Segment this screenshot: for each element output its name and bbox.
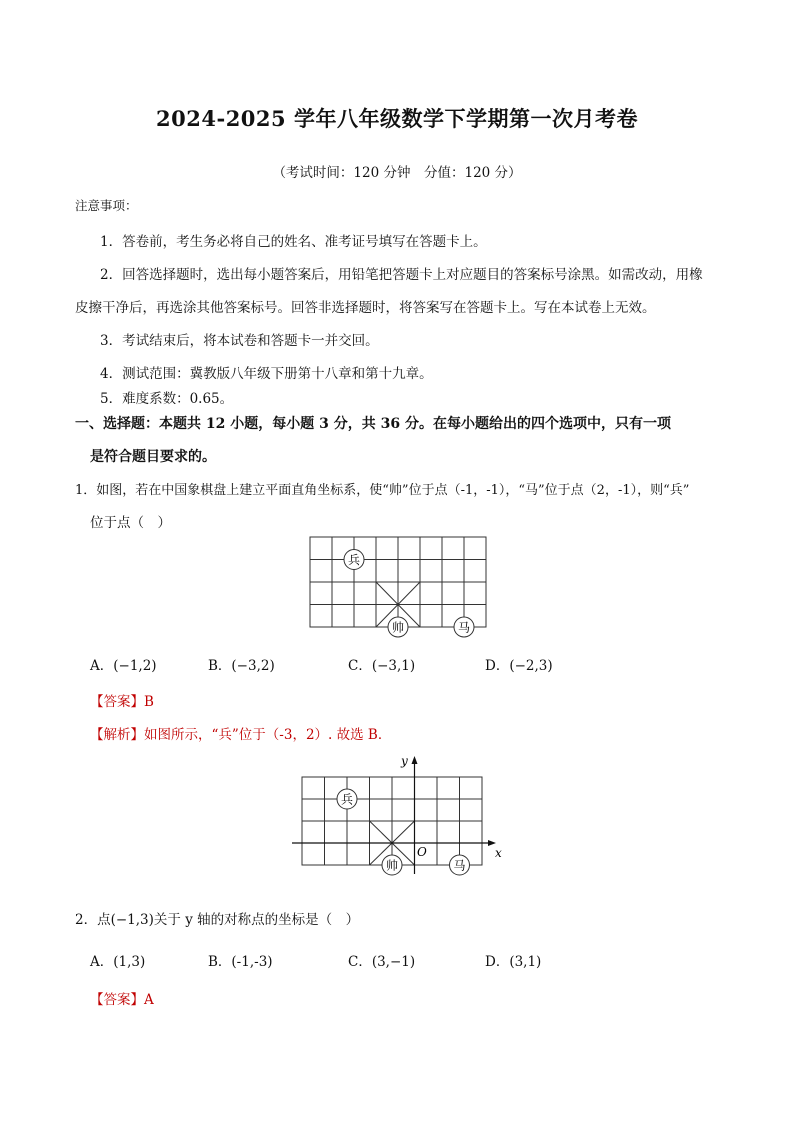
q2-option-d: D．(3,1) <box>485 954 542 970</box>
svg-text:马: 马 <box>457 620 471 635</box>
notice-item-1: 1．答卷前，考生务必将自己的姓名、准考证号填写在答题卡上。 <box>100 234 487 250</box>
y-axis-label: y <box>401 754 408 768</box>
svg-text:兵: 兵 <box>340 792 354 807</box>
notice-heading: 注意事项： <box>75 198 138 213</box>
question-1-stem-cont: 位于点（ ） <box>90 515 171 531</box>
q2-option-a: A．(1,3) <box>90 954 146 970</box>
notice-item-4: 4．测试范围：冀教版八年级下册第十八章和第十九章。 <box>100 366 433 382</box>
svg-text:兵: 兵 <box>347 553 361 567</box>
section-heading: 一、选择题：本题共 12 小题，每小题 3 分，共 36 分。在每小题给出的四个选项中，只有一项 <box>75 416 671 432</box>
origin-label: O <box>417 845 427 859</box>
notice-item-2-cont: 皮擦干净后，再选涂其他答案标号。回答非选择题时，将答案写在答题卡上。写在本试卷上无效。 <box>75 300 656 316</box>
q1-option-a: A．(−1,2) <box>90 658 157 674</box>
q1-option-d: D．(−2,3) <box>485 658 553 674</box>
q2-option-b: B．(-1,-3) <box>208 954 273 970</box>
ma-piece <box>450 855 470 875</box>
ma-piece <box>454 617 474 637</box>
shuai-piece <box>382 855 402 875</box>
q1-option-c: C．(−3,1) <box>348 658 416 674</box>
q2-answer: 【答案】A <box>90 992 154 1008</box>
page-title: 2024-2025 学年八年级数学下学期第一次月考卷 <box>156 106 638 131</box>
bing-piece <box>344 550 364 570</box>
exam-info: （考试时间：120 分钟 分值：120 分） <box>272 165 522 181</box>
question-1-stem: 1．如图，若在中国象棋盘上建立平面直角坐标系，使“帅”位于点（-1，-1），“马”位于点（2，-1），则“兵” <box>75 483 690 498</box>
notice-item-3: 3．考试结束后，将本试卷和答题卡一并交回。 <box>100 333 379 349</box>
section-heading-cont: 是符合题目要求的。 <box>90 449 216 465</box>
notice-item-2: 2．回答选择题时，选出每小题答案后，用铅笔把答题卡上对应题目的答案标号涂黑。如需改动，用橡 <box>100 267 703 283</box>
svg-text:帅: 帅 <box>391 620 405 635</box>
bing-piece <box>337 789 357 809</box>
q1-option-b: B．(−3,2) <box>208 658 275 674</box>
q1-analysis <box>90 723 391 743</box>
svg-text:马: 马 <box>453 858 466 873</box>
coordinate-chessboard-figure <box>288 752 508 884</box>
svg-text:帅: 帅 <box>385 858 399 873</box>
x-axis-label: x <box>495 846 502 860</box>
q1-answer: 【答案】B <box>90 694 154 710</box>
q2-option-c: C．(3,−1) <box>348 954 416 970</box>
shuai-piece <box>388 617 408 637</box>
notice-item-5: 5．难度系数：0.65。 <box>100 391 234 407</box>
q1-analysis-text: 【解析】如图所示，“兵”位于（-3，2）. 故选 B． <box>90 727 392 743</box>
chessboard-figure <box>300 530 500 640</box>
question-2-stem: 2．点(−1,3)关于 y 轴的对称点的坐标是（ ） <box>75 912 360 928</box>
